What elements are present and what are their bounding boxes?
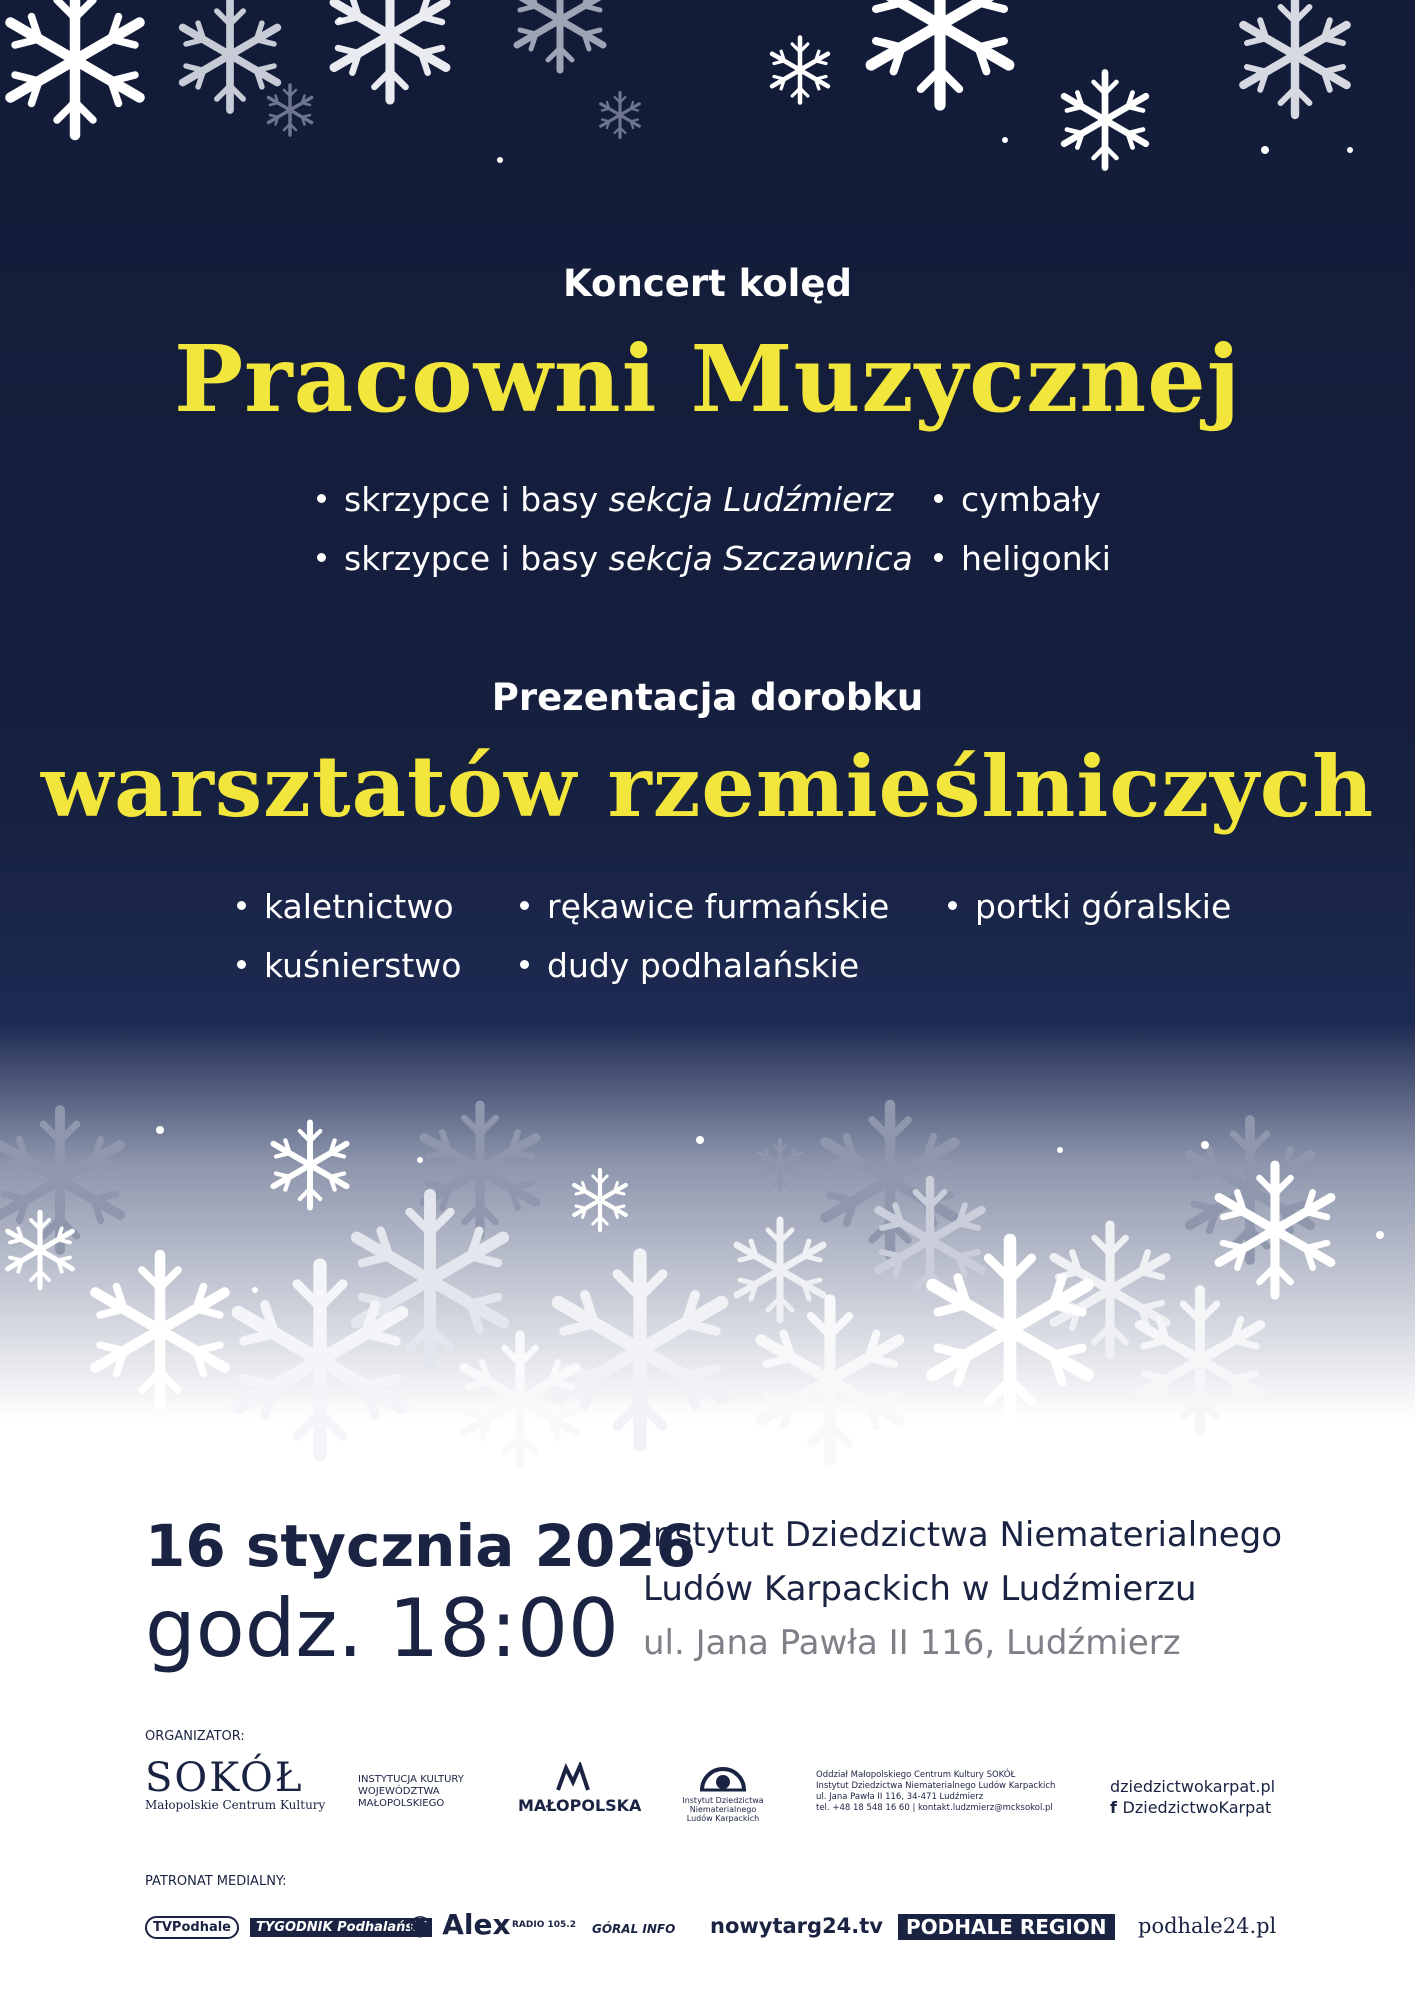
- bullet-dot: [934, 494, 943, 503]
- workshops-intro: Prezentacja dorobku: [491, 676, 924, 719]
- sokol-subtitle: Małopolskie Centrum Kultury: [145, 1798, 326, 1812]
- concert-item: cymbały: [934, 480, 1101, 519]
- workshop-item: portki góralskie: [948, 887, 1231, 926]
- media-logo-podhale24: podhale24.pl: [1138, 1914, 1277, 1938]
- concert-title: Pracowni Muzycznej: [173, 325, 1242, 433]
- bullet-dot: [948, 901, 957, 910]
- bullet-dot: [237, 901, 246, 910]
- concert-item: skrzypce i basy sekcja Ludźmierz: [317, 480, 893, 519]
- media-logo-tvpodhale: TVPodhale: [145, 1916, 239, 1939]
- facebook-icon: f: [1110, 1798, 1123, 1817]
- malopolska-logo: MAŁOPOLSKA: [518, 1762, 628, 1815]
- workshop-item: kuśnierstwo: [237, 946, 461, 985]
- media-logo-nowytarg24: nowytarg24.tv: [710, 1914, 883, 1938]
- concert-item: heligonki: [934, 539, 1111, 578]
- bullet-dot: [520, 960, 529, 969]
- workshop-item: rękawice furmańskie: [520, 887, 889, 926]
- media-label: PATRONAT MEDIALNY:: [145, 1874, 287, 1889]
- bullet-dot: [317, 494, 326, 503]
- media-logo-alex: ◉ Alex: [408, 1908, 511, 1941]
- web-links: [1110, 1776, 1275, 1818]
- event-time: godz. 18:00: [145, 1582, 619, 1675]
- contact-info: Oddział Małopolskiego Centrum Kultury SOKÓŁ Instytut Dziedzictwa Niematerialnego Ludów Karpackich ul. Jana Pawła II 116, 34-471 Ludźmierz tel. +48 18 548 16 60 | kontakt.ludzmierz@mcksokol.pl: [816, 1770, 1056, 1813]
- concert-item: skrzypce i basy sekcja Szczawnica: [317, 539, 913, 578]
- media-logo-podhale-region: PODHALE REGION: [898, 1914, 1115, 1940]
- workshop-item: dudy podhalańskie: [520, 946, 859, 985]
- website-link[interactable]: dziedzictwokarpat.pl: [1110, 1777, 1276, 1796]
- concert-intro: Koncert kolęd: [563, 262, 852, 305]
- workshops-title: warsztatów rzemieślniczych: [40, 737, 1375, 836]
- venue-name-line1: Instytut Dziedzictwa Niematerialnego: [643, 1515, 1283, 1555]
- sokol-name: SOKÓŁ: [145, 1755, 304, 1801]
- institute-emblem-icon: [698, 1762, 748, 1792]
- bullet-dot: [317, 553, 326, 562]
- media-logo-radio: RADIO 105.2: [512, 1920, 576, 1930]
- facebook-link[interactable]: f DziedzictwoKarpat: [1110, 1798, 1272, 1817]
- bullet-dot: [237, 960, 246, 969]
- venue-address: ul. Jana Pawła II 116, Ludźmierz: [643, 1623, 1181, 1663]
- event-date: 16 stycznia 2026: [145, 1512, 697, 1580]
- media-logo-tygodnik: TYGODNIK Podhalański: [250, 1918, 432, 1937]
- institution-label: INSTYTUCJA KULTURY WOJEWÓDZTWA MAŁOPOLSKIEGO: [358, 1774, 464, 1809]
- media-logo-goral-info: GÓRAL INFO: [592, 1922, 676, 1936]
- malopolska-mountain-icon: [556, 1762, 590, 1792]
- sokol-logo: [145, 1755, 326, 1812]
- institute-logo: Instytut Dziedzictwa Niematerialnego Ludów Karpackich: [678, 1762, 768, 1823]
- bullet-dot: [934, 553, 943, 562]
- venue-name-line2: Ludów Karpackich w Ludźmierzu: [643, 1569, 1197, 1609]
- radio-icon: ◉: [408, 1908, 443, 1941]
- workshop-item: kaletnictwo: [237, 887, 454, 926]
- organizer-label: ORGANIZATOR:: [145, 1729, 245, 1744]
- bullet-dot: [520, 901, 529, 910]
